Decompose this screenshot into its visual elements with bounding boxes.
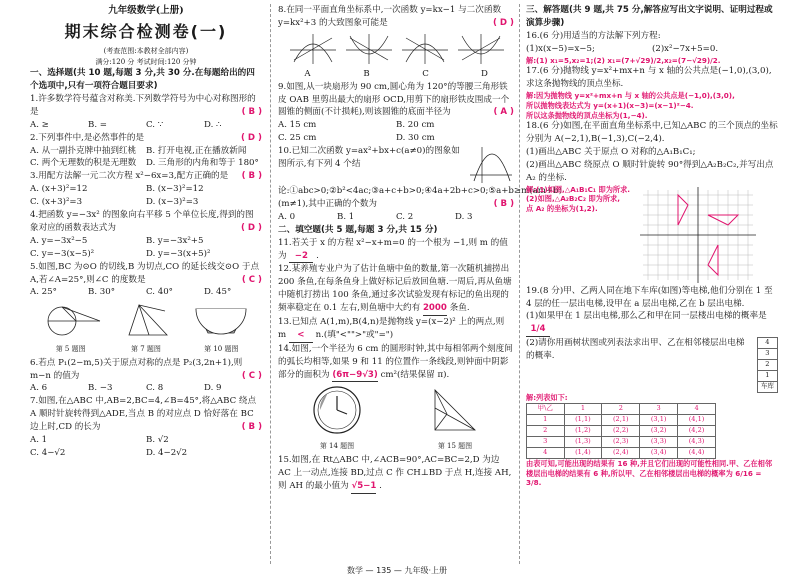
coordinate-grid-figure <box>638 185 758 285</box>
section-heading: 二、填空题(共 5 题,每题 3 分,共 15 分) <box>278 224 438 235</box>
answer: ( B ) <box>241 422 262 433</box>
solution: 所以抛物线表达式为 y=(x+1)(x−3)=(x−1)²−4. <box>526 100 694 110</box>
question-8: 8.在同一平面直角坐标系中,一次函数 y=kx−1 与二次函数 y=kx²+3 的大致图象可能是 ( D ) <box>278 5 514 28</box>
question-5: 5.如图,BC 为⊙O 的切线,B 为切点,CO 的延长线交⊙O 于点 A,若∠A=25°,则∠C 的度数是 ( C ) A. 25° B. 30° C. 40° D. 45° <box>30 261 262 298</box>
function-graphs-figure <box>286 32 506 66</box>
answer: ( C ) <box>241 370 262 381</box>
shaded-semicircle-figure <box>190 301 252 339</box>
table-row: 4 (1,4) (2,4) (3,4) (4,4) <box>527 447 716 458</box>
clock-figure <box>309 384 365 436</box>
question-17: 17.(6 分)抛物线 y=x²+mx+n 与 x 轴的公共点是(−1,0),(3,0),求这条抛物线的顶点坐标. 解:因为抛物线 y=x²+mx+n 与 x 轴的公共点是(−1,0),(3,0), 所以抛物线表达式为 y=(x+1)(x−3)=(x−1)²−4. 所以这条抛物线的顶点坐标为(1,−4). <box>526 65 778 120</box>
question-1: 1.许多数学符号蕴含对称美.下列数学符号为中心对称图形的是 ( B ) A. ≥ B. = C. ∵ D. ∴ <box>30 94 262 130</box>
right-triangle-figure <box>427 384 483 436</box>
question-7: 7.如图,在△ABC 中,AB=2,BC=4,∠B=45°,将△ABC 绕点 A 顺时针旋转得到△ADE,当点 B 的对应点 D 恰好落在 BC 边上时,CD 的长为 ( B ) A. 1 B. √2 C. 4−√2 D. 4−2√2 <box>30 396 262 458</box>
table-row: 3 (1,3) (2,3) (3,3) (4,3) <box>527 437 716 448</box>
exam-title: 期末综合检测卷(一) <box>64 22 228 42</box>
solution: 解:列表如下: <box>526 392 568 402</box>
question-10: 10.已知二次函数 y=ax²+bx+c(a≠0)的图象如图所示,有下列 4 个结论:①abc>0;②b²<4ac;③a+c+b>0;④4a+2b+c>0;⑤a+b≥m(am+b)(m≠1),其中正确的个数为 ( B ) A. 0 B. 1 C. 2 D. 3 <box>278 146 562 222</box>
page-footer: 数学 — 135 — 九年级·上册 <box>347 566 447 575</box>
exam-scope: (考查范围:本教材全部内容) <box>103 47 189 56</box>
answer: ( D ) <box>493 17 514 28</box>
question-6: 6.若点 P₁(2−m,5)关于原点对称的点是 P₂(3,2n+1),则 m−n 的值为 ( C ) A. 6 B. −3 C. 8 D. 9 <box>30 357 262 394</box>
solution: 解:(1) x₁=5,x₂=1;(2) x₁=(7+√29)/2,x₂=(7−√29)/2. <box>526 55 721 65</box>
answer-blank: (6π−9√3) <box>332 369 378 383</box>
table-row: 甲\乙 1 2 3 4 <box>527 404 716 415</box>
figure-caption: 第 7 题图 <box>131 345 161 354</box>
grade-label: 九年级数学(上册) <box>108 5 184 16</box>
question-14: 14.如图,一个半径为 6 cm 的圆形时钟,其中每相邻两个刻度间的弧长均相等,如果 9 和 11 的位置作一条线段,则钟面中阴影部分的面积为 (6π−9√3) cm²(结果保留 π). <box>278 343 514 383</box>
question-4: 4.把函数 y=−3x² 的图象向右平移 5 个单位长度,得到的图象对应的函数表达式为 ( D ) A. y=−3x²−5 B. y=−3x²+5 C. y=−3(x−5)² D. y=−3(x+5)² <box>30 210 262 259</box>
answer: ( C ) <box>241 274 262 285</box>
parabola-figure <box>468 145 514 185</box>
outcome-table <box>526 403 716 458</box>
answer: ( B ) <box>241 106 262 117</box>
answer-blank: −2 <box>289 250 313 264</box>
solution: 解:(1)如图,△A₁B₁C₁ 即为所求. <box>526 184 631 194</box>
solution: 由表可知,可能出现的结果有 16 种,并且它们出现的可能性相同.甲、乙在相邻楼层出电梯的结果有 6 种,所以甲、乙在相邻楼层出电梯的概率为 6/16 = 3/8. <box>526 458 773 488</box>
q8-graphs <box>278 32 514 66</box>
question-9: 9.如图,从一块扇形为 90 cm,圆心角为 120°的等腰三角形铁皮 OAB 里剪出最大的扇形 OCD,用剪下的扇形铁皮围成一个圆锥的侧面(不计损耗),则该圆锥的底面半径为 ( A ) A. 15 cm B. 20 cm C. 25 cm D. 30 cm <box>278 81 514 144</box>
answer: ( D ) <box>241 222 262 233</box>
answer: ( B ) <box>241 171 262 182</box>
answer: ( D ) <box>241 132 262 143</box>
section-heading: 一、选择题(共 10 题,每题 3 分,共 30 分.在每题给出的四个选项中,只有一项符合题目要求) <box>30 68 255 92</box>
table-row: 1 (1,1) (2,1) (3,1) (4,1) <box>527 415 716 426</box>
question-2: 2.下列事件中,是必然事件的是 ( D ) A. 从一副扑克牌中抽到红桃 B. 打开电视,正在播放新闻 C. 两个无理数的积是无理数 D. 三角形的内角和等于 180° <box>30 132 262 169</box>
question-15: 15.如图,在 Rt△ABC 中,∠ACB=90°,AC=BC=2,D 为边 AC 上一动点,连接 BD,过点 C 作 CH⊥BD 于点 H,连接 AH,则 AH 的最小值为 √5−1 . <box>278 454 514 494</box>
elevator-diagram: 4 3 2 1 车库 <box>757 337 778 392</box>
column-divider <box>519 4 520 564</box>
solution: 所以这条抛物线的顶点坐标为(1,−4). <box>526 110 648 120</box>
column-divider <box>270 4 271 564</box>
figures-row-1 <box>30 301 262 354</box>
solution: 点 A₂ 的坐标为(1,2). <box>526 204 598 214</box>
circle-tangent-figure <box>40 301 102 339</box>
column-1 <box>30 4 262 460</box>
question-13: 13.已知点 A(1,m),B(4,n)是抛物线 y=(x−2)² 上的两点,则 m < n.(填"<"">"或"=") <box>278 316 514 343</box>
figure-caption: 第 10 题图 <box>204 345 239 354</box>
column-3 <box>526 4 778 488</box>
rotation-triangle-figure <box>121 301 171 339</box>
question-12: 12.某养殖专业户为了估计鱼塘中鱼的数量,第一次随机捕捞出 200 条鱼,在每条鱼身上做好标记后放回鱼塘.一周后,再从鱼塘中随机打捞出 100 条鱼,通过多次试验发现有标记的鱼出现的频率稳定在 0.1 左右,则鱼塘中大约有 2000 条鱼. <box>278 263 514 316</box>
answer-blank: < <box>289 329 313 343</box>
answer: ( B ) <box>493 199 514 210</box>
question-16: 16.(6 分)用适当的方法解下列方程: (1)x(x−5)=x−5; (2)x²−7x+5=0. 解:(1) x₁=5,x₂=1;(2) x₁=(7+√29)/2,x₂=(7−√29)/2. <box>526 30 778 66</box>
q8-labels: A B C D <box>304 68 488 79</box>
answer: ( A ) <box>493 107 514 118</box>
solution: 解:因为抛物线 y=x²+mx+n 与 x 轴的公共点是(−1,0),(3,0), <box>526 91 735 101</box>
answer-blank: 2000 <box>423 302 447 316</box>
table-row: 2 (1,2) (2,2) (3,2) (4,2) <box>527 426 716 437</box>
figure-caption: 第 5 题图 <box>55 345 86 354</box>
figure-caption: 第 15 题图 <box>437 442 473 451</box>
score-time: 满分:120 分 考试时间:120 分钟 <box>95 57 197 66</box>
figure-caption: 第 14 题图 <box>319 442 355 451</box>
question-19: 19.(8 分)甲、乙两人同在地下车库(如图)等电梯,他们分别在 1 至 4 层的任一层出电梯,设甲在 a 层出电梯,乙在 b 层出电梯. (1)如果甲在 1 层出电梯,那么乙和甲在同一层楼出电梯的概率是 1/4 (2)请你用画树状图或列表法求出甲、乙在相邻楼层出电梯的概率. 4 3 2 1 车库 解:列表如下: 甲\乙 1 2 3 4 1 (1,1) (2,1) (3,1) (4,1) 2 (1,2) (2,2) (3,2) (4,2) 3 (1,3) (2,3) (3,3) (4,3) 4 (1,4) (2,4) (3,4) (4,4) 由表可知,可能出现的结果有 16 种,并且它们出现的可能性相同.甲、乙在相邻楼层出电梯的结果有 6 种,所以甲、乙在相邻楼层出电梯的概率为 6/16 = 3/8. <box>526 285 778 488</box>
question-3: 3.用配方法解一元二次方程 x²−6x=3,配方正确的是 ( B ) A. (x+3)²=12 B. (x−3)²=12 C. (x+3)²=3 D. (x−3)²=3 <box>30 171 262 208</box>
question-11: 11.若关于 x 的方程 x²−x+m=0 的一个根为 −1,则 m 的值为 −2 . <box>278 237 514 264</box>
solution: (2)如图,△A₂B₂C₂ 即为所求, <box>526 194 620 204</box>
answer-blank: 1/4 <box>526 323 550 337</box>
answer-blank: √5−1 <box>351 480 376 494</box>
section-heading: 三、解答题(共 9 题,共 75 分,解答应写出文字说明、证明过程或演算步骤) <box>526 5 773 28</box>
figures-row-2 <box>278 384 514 451</box>
question-18: 18.(6 分)如图,在平面直角坐标系中,已知△ABC 的三个顶点的坐标分别为 A(−2,1),B(−1,3),C(−2,4). (1)画出△ABC 关于原点 O 对称的△A₁B₁C₁; (2)画出△ABC 绕原点 O 顺时针旋转 90°得到△A₂B₂C₂,并写出点 A₂ 的坐标. 解:(1)如图,△A₁B₁C₁ 即为所求. (2)如图,△A₂B₂C₂ 即为所求, 点 A₂ 的坐标为(1,2). <box>526 120 778 284</box>
